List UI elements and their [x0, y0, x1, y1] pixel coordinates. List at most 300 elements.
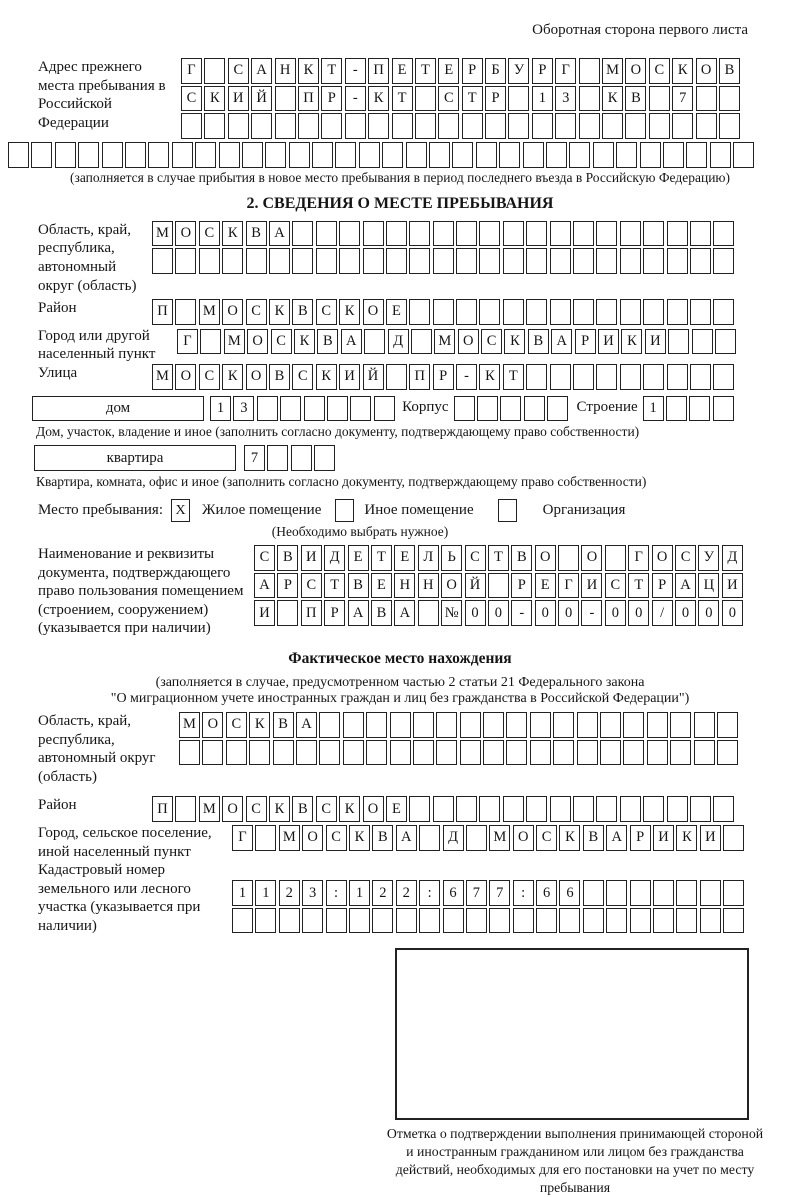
- char-cell[interactable]: И: [598, 329, 619, 355]
- char-cell[interactable]: Р: [532, 58, 553, 84]
- char-cell[interactable]: С: [292, 364, 313, 390]
- char-cell[interactable]: С: [536, 825, 557, 851]
- char-cell[interactable]: [503, 299, 524, 325]
- char-cell[interactable]: [605, 545, 626, 571]
- char-cell[interactable]: [596, 299, 617, 325]
- checkbox-inoe[interactable]: [335, 499, 354, 522]
- char-cell[interactable]: С: [181, 86, 202, 112]
- char-cell[interactable]: [530, 712, 551, 738]
- char-cell[interactable]: С: [226, 712, 247, 738]
- char-cell[interactable]: Т: [462, 86, 483, 112]
- char-cell[interactable]: О: [513, 825, 534, 851]
- char-cell[interactable]: [222, 248, 243, 274]
- char-cell[interactable]: [273, 740, 294, 766]
- char-cell[interactable]: [643, 221, 664, 247]
- char-cell[interactable]: Ц: [698, 573, 719, 599]
- char-cell[interactable]: К: [621, 329, 642, 355]
- char-cell[interactable]: [600, 712, 621, 738]
- char-cell[interactable]: [523, 142, 544, 168]
- char-cell[interactable]: [304, 396, 325, 422]
- char-cell[interactable]: [526, 248, 547, 274]
- char-cell[interactable]: И: [653, 825, 674, 851]
- char-cell[interactable]: [667, 221, 688, 247]
- char-cell[interactable]: [532, 113, 553, 139]
- char-cell[interactable]: [530, 740, 551, 766]
- char-cell[interactable]: Е: [371, 573, 392, 599]
- char-cell[interactable]: [246, 248, 267, 274]
- char-cell[interactable]: [460, 740, 481, 766]
- char-cell[interactable]: [292, 221, 313, 247]
- char-cell[interactable]: [723, 908, 744, 934]
- char-cell[interactable]: 3: [555, 86, 576, 112]
- char-cell[interactable]: П: [368, 58, 389, 84]
- char-cell[interactable]: [620, 796, 641, 822]
- char-cell[interactable]: [409, 796, 430, 822]
- char-cell[interactable]: [690, 221, 711, 247]
- char-cell[interactable]: К: [339, 796, 360, 822]
- char-cell[interactable]: [666, 396, 687, 422]
- char-cell[interactable]: К: [559, 825, 580, 851]
- char-cell[interactable]: Р: [277, 573, 298, 599]
- char-cell[interactable]: [643, 248, 664, 274]
- char-cell[interactable]: [547, 396, 568, 422]
- char-cell[interactable]: [596, 364, 617, 390]
- char-cell[interactable]: [199, 248, 220, 274]
- char-cell[interactable]: Е: [386, 299, 407, 325]
- char-cell[interactable]: [316, 221, 337, 247]
- char-cell[interactable]: Е: [438, 58, 459, 84]
- char-cell[interactable]: А: [348, 600, 369, 626]
- char-cell[interactable]: Т: [321, 58, 342, 84]
- char-cell[interactable]: [713, 396, 734, 422]
- char-cell[interactable]: А: [396, 825, 417, 851]
- char-cell[interactable]: Р: [630, 825, 651, 851]
- char-cell[interactable]: В: [372, 825, 393, 851]
- char-cell[interactable]: 0: [535, 600, 556, 626]
- char-cell[interactable]: Т: [488, 545, 509, 571]
- char-cell[interactable]: 0: [698, 600, 719, 626]
- char-cell[interactable]: С: [228, 58, 249, 84]
- char-cell[interactable]: [477, 396, 498, 422]
- char-cell[interactable]: [55, 142, 76, 168]
- char-cell[interactable]: 0: [558, 600, 579, 626]
- char-cell[interactable]: [672, 113, 693, 139]
- char-cell[interactable]: В: [317, 329, 338, 355]
- char-cell[interactable]: [366, 740, 387, 766]
- char-cell[interactable]: [204, 58, 225, 84]
- char-cell[interactable]: [600, 740, 621, 766]
- char-cell[interactable]: [195, 142, 216, 168]
- char-cell[interactable]: [667, 796, 688, 822]
- char-cell[interactable]: [526, 364, 547, 390]
- char-cell[interactable]: [550, 299, 571, 325]
- char-cell[interactable]: [558, 545, 579, 571]
- char-cell[interactable]: [386, 221, 407, 247]
- char-cell[interactable]: [275, 86, 296, 112]
- char-cell[interactable]: К: [368, 86, 389, 112]
- char-cell[interactable]: С: [605, 573, 626, 599]
- char-cell[interactable]: /: [652, 600, 673, 626]
- char-cell[interactable]: Й: [465, 573, 486, 599]
- char-cell[interactable]: [513, 908, 534, 934]
- char-cell[interactable]: [433, 299, 454, 325]
- char-cell[interactable]: О: [652, 545, 673, 571]
- char-cell[interactable]: М: [489, 825, 510, 851]
- char-cell[interactable]: [643, 364, 664, 390]
- char-cell[interactable]: Й: [363, 364, 384, 390]
- char-cell[interactable]: Н: [418, 573, 439, 599]
- char-cell[interactable]: У: [698, 545, 719, 571]
- char-cell[interactable]: [717, 740, 738, 766]
- char-cell[interactable]: В: [371, 600, 392, 626]
- char-cell[interactable]: [503, 221, 524, 247]
- char-cell[interactable]: [102, 142, 123, 168]
- char-cell[interactable]: С: [199, 221, 220, 247]
- char-cell[interactable]: Г: [628, 545, 649, 571]
- char-cell[interactable]: [345, 113, 366, 139]
- char-cell[interactable]: [406, 142, 427, 168]
- char-cell[interactable]: [506, 712, 527, 738]
- char-cell[interactable]: С: [326, 825, 347, 851]
- char-cell[interactable]: [663, 142, 684, 168]
- char-cell[interactable]: В: [528, 329, 549, 355]
- char-cell[interactable]: Н: [275, 58, 296, 84]
- char-cell[interactable]: [690, 796, 711, 822]
- char-cell[interactable]: [717, 712, 738, 738]
- char-cell[interactable]: Т: [392, 86, 413, 112]
- char-cell[interactable]: О: [246, 364, 267, 390]
- char-cell[interactable]: [559, 908, 580, 934]
- char-cell[interactable]: [555, 113, 576, 139]
- char-cell[interactable]: [219, 142, 240, 168]
- char-cell[interactable]: 6: [559, 880, 580, 906]
- char-cell[interactable]: В: [511, 545, 532, 571]
- char-cell[interactable]: П: [152, 796, 173, 822]
- char-cell[interactable]: [8, 142, 29, 168]
- char-cell[interactable]: Ь: [441, 545, 462, 571]
- char-cell[interactable]: И: [228, 86, 249, 112]
- char-cell[interactable]: [326, 908, 347, 934]
- char-cell[interactable]: К: [269, 796, 290, 822]
- char-cell[interactable]: М: [224, 329, 245, 355]
- char-cell[interactable]: [339, 221, 360, 247]
- char-cell[interactable]: [436, 712, 457, 738]
- char-cell[interactable]: [479, 796, 500, 822]
- char-cell[interactable]: :: [513, 880, 534, 906]
- char-cell[interactable]: [508, 86, 529, 112]
- char-cell[interactable]: [593, 142, 614, 168]
- char-cell[interactable]: Р: [324, 600, 345, 626]
- char-cell[interactable]: [694, 740, 715, 766]
- char-cell[interactable]: [489, 908, 510, 934]
- char-cell[interactable]: О: [202, 712, 223, 738]
- char-cell[interactable]: 1: [255, 880, 276, 906]
- char-cell[interactable]: 7: [466, 880, 487, 906]
- char-cell[interactable]: [625, 113, 646, 139]
- char-cell[interactable]: Е: [392, 58, 413, 84]
- char-cell[interactable]: [553, 712, 574, 738]
- char-cell[interactable]: В: [269, 364, 290, 390]
- char-cell[interactable]: К: [672, 58, 693, 84]
- char-cell[interactable]: С: [254, 545, 275, 571]
- char-cell[interactable]: В: [583, 825, 604, 851]
- char-cell[interactable]: [499, 142, 520, 168]
- char-cell[interactable]: [715, 329, 736, 355]
- char-cell[interactable]: [456, 221, 477, 247]
- char-cell[interactable]: А: [394, 600, 415, 626]
- char-cell[interactable]: И: [645, 329, 666, 355]
- char-cell[interactable]: [653, 880, 674, 906]
- char-cell[interactable]: М: [199, 299, 220, 325]
- char-cell[interactable]: [392, 113, 413, 139]
- char-cell[interactable]: К: [349, 825, 370, 851]
- char-cell[interactable]: [713, 796, 734, 822]
- char-cell[interactable]: [667, 364, 688, 390]
- char-cell[interactable]: [713, 299, 734, 325]
- char-cell[interactable]: [620, 299, 641, 325]
- char-cell[interactable]: С: [438, 86, 459, 112]
- char-cell[interactable]: [503, 796, 524, 822]
- char-cell[interactable]: [620, 221, 641, 247]
- char-cell[interactable]: [280, 396, 301, 422]
- char-cell[interactable]: [550, 221, 571, 247]
- char-cell[interactable]: Г: [232, 825, 253, 851]
- char-cell[interactable]: О: [458, 329, 479, 355]
- char-cell[interactable]: 1: [643, 396, 664, 422]
- char-cell[interactable]: [526, 796, 547, 822]
- char-cell[interactable]: :: [326, 880, 347, 906]
- char-cell[interactable]: [526, 299, 547, 325]
- char-cell[interactable]: [255, 825, 276, 851]
- char-cell[interactable]: К: [222, 221, 243, 247]
- char-cell[interactable]: [573, 796, 594, 822]
- char-cell[interactable]: [579, 113, 600, 139]
- char-cell[interactable]: [690, 364, 711, 390]
- char-cell[interactable]: Д: [388, 329, 409, 355]
- char-cell[interactable]: [643, 299, 664, 325]
- char-cell[interactable]: У: [508, 58, 529, 84]
- char-cell[interactable]: О: [175, 364, 196, 390]
- char-cell[interactable]: [419, 825, 440, 851]
- char-cell[interactable]: И: [722, 573, 743, 599]
- char-cell[interactable]: -: [345, 86, 366, 112]
- char-cell[interactable]: А: [675, 573, 696, 599]
- char-cell[interactable]: [546, 142, 567, 168]
- char-cell[interactable]: С: [481, 329, 502, 355]
- char-cell[interactable]: [125, 142, 146, 168]
- char-cell[interactable]: О: [302, 825, 323, 851]
- char-cell[interactable]: [460, 712, 481, 738]
- char-cell[interactable]: П: [298, 86, 319, 112]
- char-cell[interactable]: О: [581, 545, 602, 571]
- char-cell[interactable]: С: [246, 299, 267, 325]
- char-cell[interactable]: А: [269, 221, 290, 247]
- char-cell[interactable]: 3: [233, 396, 254, 422]
- char-cell[interactable]: О: [441, 573, 462, 599]
- char-cell[interactable]: К: [298, 58, 319, 84]
- char-cell[interactable]: [733, 142, 754, 168]
- char-cell[interactable]: [573, 299, 594, 325]
- char-cell[interactable]: А: [341, 329, 362, 355]
- char-cell[interactable]: Е: [348, 545, 369, 571]
- char-cell[interactable]: С: [649, 58, 670, 84]
- char-cell[interactable]: Р: [321, 86, 342, 112]
- char-cell[interactable]: [606, 880, 627, 906]
- char-cell[interactable]: [630, 880, 651, 906]
- char-cell[interactable]: [620, 248, 641, 274]
- char-cell[interactable]: Г: [555, 58, 576, 84]
- char-cell[interactable]: [676, 908, 697, 934]
- char-cell[interactable]: О: [175, 221, 196, 247]
- char-cell[interactable]: [242, 142, 263, 168]
- char-cell[interactable]: [292, 248, 313, 274]
- char-cell[interactable]: В: [246, 221, 267, 247]
- char-cell[interactable]: [343, 712, 364, 738]
- char-cell[interactable]: [503, 248, 524, 274]
- char-cell[interactable]: [713, 221, 734, 247]
- char-cell[interactable]: [606, 908, 627, 934]
- char-cell[interactable]: [483, 740, 504, 766]
- char-cell[interactable]: [713, 248, 734, 274]
- char-cell[interactable]: :: [419, 880, 440, 906]
- char-cell[interactable]: [31, 142, 52, 168]
- char-cell[interactable]: [359, 142, 380, 168]
- char-cell[interactable]: [667, 248, 688, 274]
- char-cell[interactable]: [78, 142, 99, 168]
- char-cell[interactable]: [319, 740, 340, 766]
- char-cell[interactable]: С: [246, 796, 267, 822]
- char-cell[interactable]: [488, 573, 509, 599]
- char-cell[interactable]: [433, 248, 454, 274]
- char-cell[interactable]: К: [294, 329, 315, 355]
- char-cell[interactable]: В: [625, 86, 646, 112]
- char-cell[interactable]: [226, 740, 247, 766]
- char-cell[interactable]: [312, 142, 333, 168]
- char-cell[interactable]: [314, 445, 335, 471]
- char-cell[interactable]: [350, 396, 371, 422]
- char-cell[interactable]: [596, 221, 617, 247]
- char-cell[interactable]: К: [269, 299, 290, 325]
- char-cell[interactable]: [277, 600, 298, 626]
- char-cell[interactable]: [374, 396, 395, 422]
- char-cell[interactable]: С: [675, 545, 696, 571]
- char-cell[interactable]: П: [152, 299, 173, 325]
- char-cell[interactable]: [689, 396, 710, 422]
- char-cell[interactable]: Е: [535, 573, 556, 599]
- char-cell[interactable]: [649, 113, 670, 139]
- char-cell[interactable]: К: [676, 825, 697, 851]
- char-cell[interactable]: [175, 796, 196, 822]
- char-cell[interactable]: [409, 299, 430, 325]
- char-cell[interactable]: М: [602, 58, 623, 84]
- char-cell[interactable]: О: [363, 796, 384, 822]
- char-cell[interactable]: Л: [418, 545, 439, 571]
- char-cell[interactable]: [409, 248, 430, 274]
- char-cell[interactable]: [640, 142, 661, 168]
- char-cell[interactable]: К: [222, 364, 243, 390]
- char-cell[interactable]: А: [606, 825, 627, 851]
- char-cell[interactable]: [506, 740, 527, 766]
- char-cell[interactable]: О: [247, 329, 268, 355]
- char-cell[interactable]: [686, 142, 707, 168]
- char-cell[interactable]: М: [179, 712, 200, 738]
- char-cell[interactable]: [321, 113, 342, 139]
- char-cell[interactable]: [275, 113, 296, 139]
- char-cell[interactable]: В: [273, 712, 294, 738]
- char-cell[interactable]: [291, 445, 312, 471]
- char-cell[interactable]: [454, 396, 475, 422]
- char-cell[interactable]: [569, 142, 590, 168]
- char-cell[interactable]: П: [409, 364, 430, 390]
- char-cell[interactable]: Й: [251, 86, 272, 112]
- char-cell[interactable]: [364, 329, 385, 355]
- char-cell[interactable]: [623, 740, 644, 766]
- char-cell[interactable]: И: [339, 364, 360, 390]
- char-cell[interactable]: [524, 396, 545, 422]
- char-cell[interactable]: К: [249, 712, 270, 738]
- char-cell[interactable]: [363, 221, 384, 247]
- char-cell[interactable]: [415, 113, 436, 139]
- char-cell[interactable]: А: [254, 573, 275, 599]
- char-cell[interactable]: [335, 142, 356, 168]
- char-cell[interactable]: [667, 299, 688, 325]
- char-cell[interactable]: 7: [672, 86, 693, 112]
- char-cell[interactable]: [583, 908, 604, 934]
- char-cell[interactable]: О: [625, 58, 646, 84]
- char-cell[interactable]: [179, 740, 200, 766]
- char-cell[interactable]: 2: [396, 880, 417, 906]
- char-cell[interactable]: Р: [433, 364, 454, 390]
- char-cell[interactable]: [279, 908, 300, 934]
- char-cell[interactable]: -: [345, 58, 366, 84]
- char-cell[interactable]: И: [254, 600, 275, 626]
- char-cell[interactable]: [550, 248, 571, 274]
- char-cell[interactable]: [289, 142, 310, 168]
- char-cell[interactable]: С: [465, 545, 486, 571]
- char-cell[interactable]: [419, 908, 440, 934]
- char-cell[interactable]: [148, 142, 169, 168]
- char-cell[interactable]: Р: [511, 573, 532, 599]
- char-cell[interactable]: 0: [675, 600, 696, 626]
- char-cell[interactable]: -: [581, 600, 602, 626]
- char-cell[interactable]: С: [301, 573, 322, 599]
- char-cell[interactable]: [298, 113, 319, 139]
- char-cell[interactable]: [696, 86, 717, 112]
- char-cell[interactable]: О: [222, 796, 243, 822]
- char-cell[interactable]: [479, 248, 500, 274]
- char-cell[interactable]: [466, 825, 487, 851]
- char-cell[interactable]: [386, 364, 407, 390]
- char-cell[interactable]: [508, 113, 529, 139]
- char-cell[interactable]: 0: [465, 600, 486, 626]
- char-cell[interactable]: [343, 740, 364, 766]
- char-cell[interactable]: Е: [394, 545, 415, 571]
- char-cell[interactable]: [302, 908, 323, 934]
- char-cell[interactable]: Е: [386, 796, 407, 822]
- char-cell[interactable]: Т: [324, 573, 345, 599]
- char-cell[interactable]: №: [441, 600, 462, 626]
- char-cell[interactable]: [602, 113, 623, 139]
- char-cell[interactable]: [456, 299, 477, 325]
- char-cell[interactable]: [269, 248, 290, 274]
- char-cell[interactable]: А: [296, 712, 317, 738]
- char-cell[interactable]: [296, 740, 317, 766]
- char-cell[interactable]: [390, 712, 411, 738]
- char-cell[interactable]: [255, 908, 276, 934]
- char-cell[interactable]: 1: [532, 86, 553, 112]
- char-cell[interactable]: Г: [177, 329, 198, 355]
- char-cell[interactable]: [670, 712, 691, 738]
